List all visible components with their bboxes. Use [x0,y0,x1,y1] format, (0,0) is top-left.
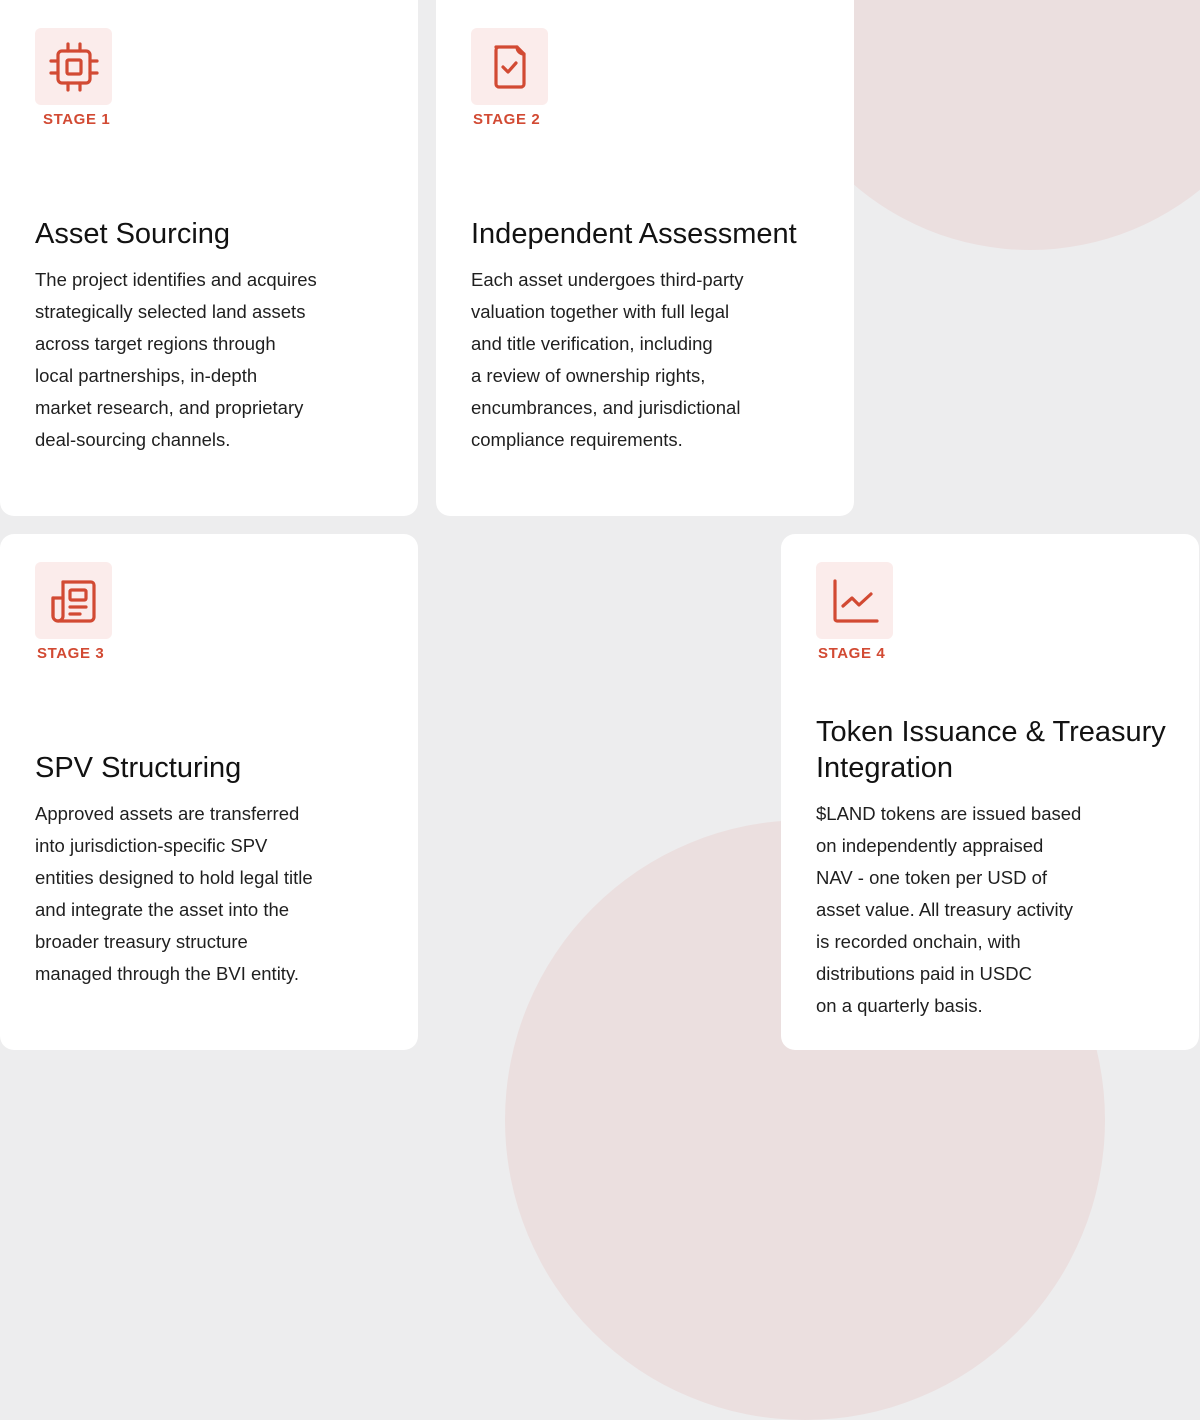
card-description: Each asset undergoes third-party valuation together with full legal and title verification, including a review of ownership rights, encumbrances, and jurisdictional compliance requirements. [471,269,744,450]
card-title: Token Issuance & Treasury Integration [816,716,1166,784]
line-chart-icon [826,572,884,630]
stage-label: STAGE 1 [43,111,111,128]
card-description: The project identifies and acquires strategically selected land assets across target regions through local partnerships, in-depth market research, and proprietary deal-sourcing channels. [35,269,317,450]
stage-1-icon-box [35,28,112,105]
stage-label: STAGE 4 [818,645,886,662]
card-title: Independent Assessment [471,218,797,250]
stage-card-4 [781,534,1199,1050]
chip-icon [45,38,103,96]
stage-2-icon-box [471,28,548,105]
stage-4-icon-box [816,562,893,639]
card-description: Approved assets are transferred into jurisdiction-specific SPV entities designed to hold legal title and integrate the asset into the broader treasury structure managed through the BVI entity. [35,803,313,984]
stage-card-1 [0,0,418,516]
newspaper-icon [45,572,103,630]
card-description: $LAND tokens are issued based on independently appraised NAV - one token per USD of asset value. All treasury activity is recorded onchain, with distributions paid in USDC on a quarterly basis. [816,803,1082,1016]
stage-card-3 [0,534,418,1050]
document-check-icon [481,38,539,96]
card-title: SPV Structuring [35,752,242,784]
stage-3-icon-box [35,562,112,639]
stage-label: STAGE 2 [473,111,541,128]
stage-label: STAGE 3 [37,645,105,662]
stage-card-2 [436,0,854,516]
card-title: Asset Sourcing [35,218,231,250]
